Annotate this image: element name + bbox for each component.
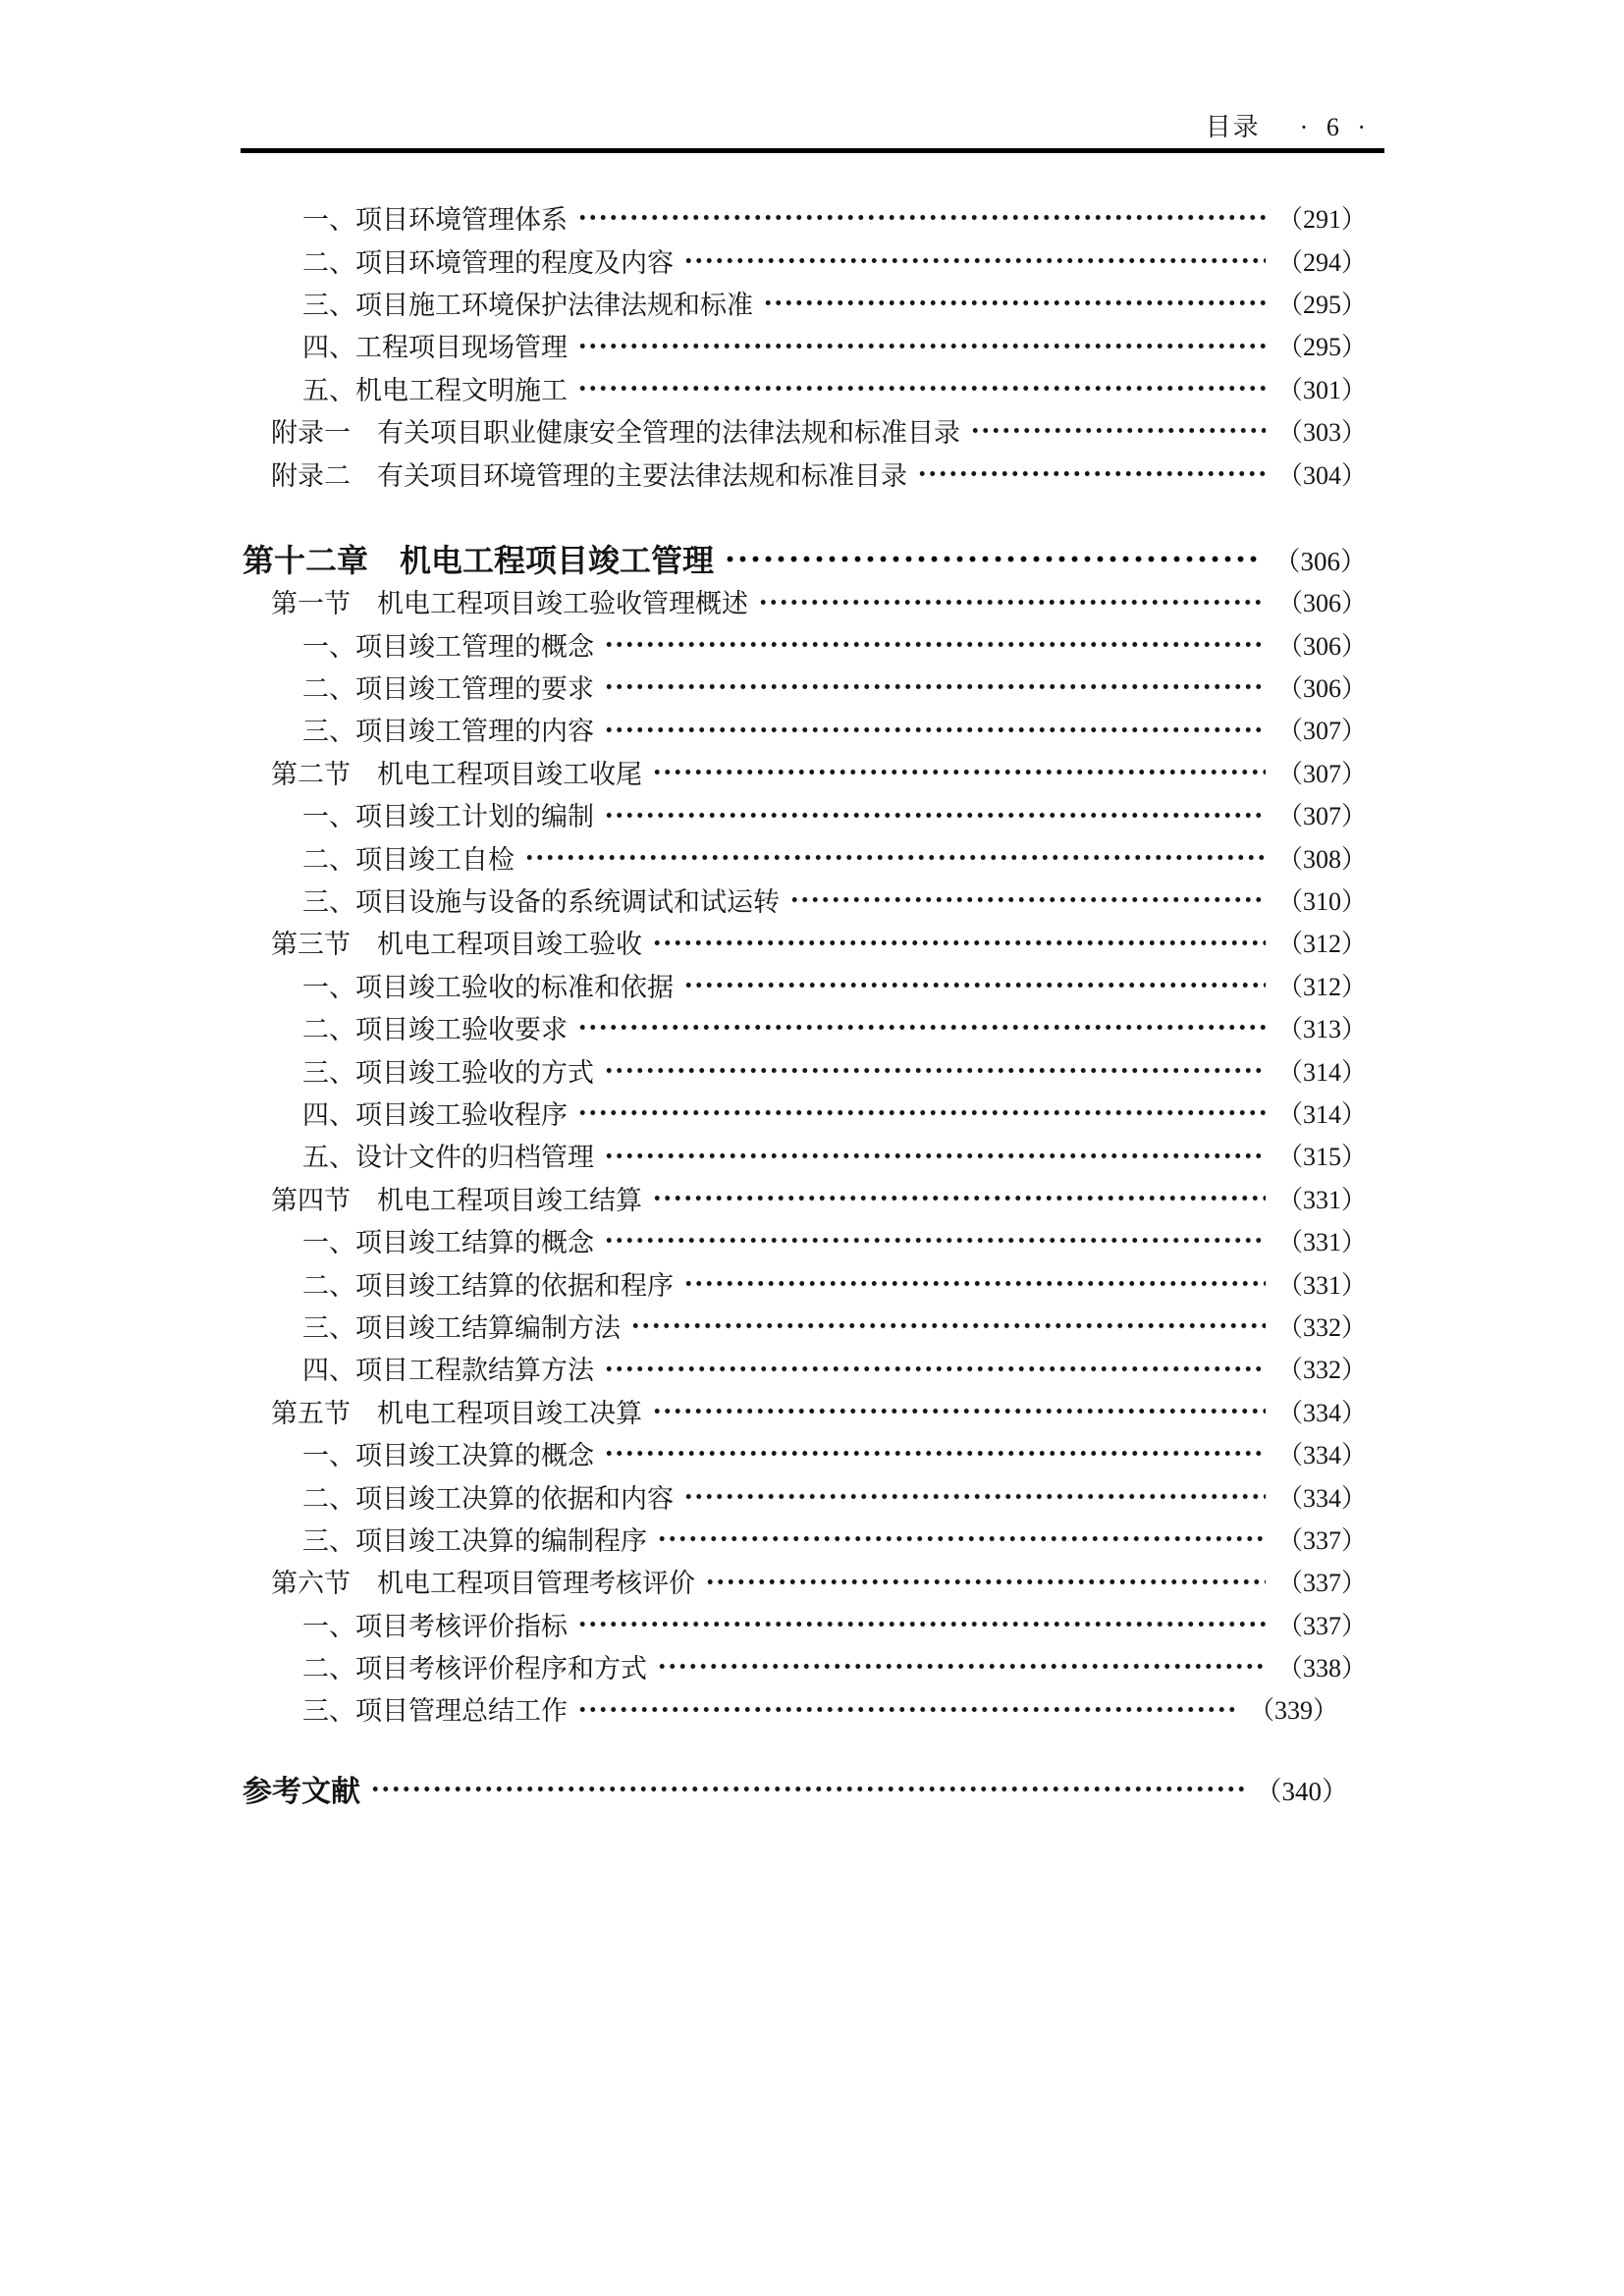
toc-entry — [241, 239, 1384, 281]
toc-entry-page: （337） — [1276, 1611, 1367, 1640]
toc-entry — [241, 1347, 1384, 1389]
toc-entry-label: 二、项目竣工管理的要求 — [302, 674, 594, 705]
toc-entry-page: （332） — [1276, 1356, 1367, 1385]
dot-leader — [577, 367, 1266, 409]
toc-entry-label: 一、项目考核评价指标 — [302, 1611, 568, 1641]
toc-entry — [241, 751, 1384, 793]
toc-entry — [241, 1560, 1384, 1602]
toc-entry-label: 二、项目竣工自检 — [302, 844, 514, 875]
running-header — [241, 114, 1372, 141]
toc-entry-page: （310） — [1276, 887, 1367, 917]
toc-entry-page: （331） — [1276, 1228, 1367, 1257]
dot-leader — [604, 1432, 1266, 1474]
toc-entry-label: 三、项目管理总结工作 — [302, 1696, 568, 1727]
toc-entry-label: 一、项目竣工验收的标准和依据 — [302, 972, 674, 1002]
toc-entry — [241, 580, 1384, 622]
toc-entry-label: 三、项目竣工结算编制方法 — [302, 1312, 621, 1343]
toc-entry — [241, 1305, 1384, 1347]
toc-entry-label: 四、项目工程款结算方法 — [302, 1356, 594, 1386]
toc-entry-label: 第五节 机电工程项目竣工决算 — [271, 1398, 642, 1428]
toc-entry-label: 三、项目施工环境保护法律法规和标准 — [302, 290, 753, 320]
toc-entry-page: （339） — [1248, 1696, 1338, 1726]
toc-entry — [241, 835, 1384, 878]
toc-entry-page: （291） — [1276, 205, 1367, 235]
dot-leader — [604, 1048, 1266, 1091]
toc-entry-page: （306） — [1276, 631, 1367, 661]
toc-entry — [241, 1432, 1384, 1474]
toc-entry-page: （306） — [1273, 546, 1367, 576]
toc-entry-page: （334） — [1276, 1483, 1367, 1513]
toc-entry-page: （307） — [1276, 802, 1367, 831]
dot-leader — [652, 1390, 1266, 1432]
toc-entry — [241, 282, 1384, 324]
toc-entry-page: （306） — [1276, 674, 1367, 704]
toc-entry-page: （334） — [1276, 1441, 1367, 1470]
toc-entry-label: 三、项目设施与设备的系统调试和试运转 — [302, 887, 780, 918]
toc-entry-page: （304） — [1276, 460, 1367, 490]
toc-entry-label: 三、项目竣工决算的编制程序 — [302, 1525, 647, 1556]
toc-entry-label: 附录一 有关项目职业健康安全管理的法律法规和标准目录 — [271, 418, 960, 449]
toc-entry-label: 第三节 机电工程项目竣工验收 — [271, 930, 642, 960]
dot-leader — [683, 1261, 1266, 1304]
toc-entry-label: 一、项目竣工计划的编制 — [302, 802, 594, 832]
dot-leader — [758, 580, 1266, 622]
toc-entry — [241, 1687, 1384, 1730]
toc-entry — [241, 1474, 1384, 1517]
toc-entry-page: （312） — [1276, 930, 1367, 959]
toc-entry-page: （331） — [1276, 1270, 1367, 1300]
toc-entry-page: （314） — [1276, 1100, 1367, 1129]
dot-leader — [917, 452, 1266, 494]
dot-leader — [604, 1347, 1266, 1389]
toc-entry-page: （295） — [1276, 333, 1367, 362]
toc-entry-label: 第四节 机电工程项目竣工结算 — [271, 1185, 642, 1215]
dot-leader — [524, 835, 1266, 878]
dot-leader — [370, 1768, 1244, 1810]
dot-leader — [683, 1474, 1266, 1517]
toc-entry — [241, 324, 1384, 366]
dot-leader — [604, 793, 1266, 835]
toc-entry-page: （295） — [1276, 290, 1367, 319]
toc-entry — [241, 1219, 1384, 1261]
toc-entry — [241, 1134, 1384, 1176]
dot-leader — [604, 1219, 1266, 1261]
toc-entry — [241, 1261, 1384, 1304]
toc-entry-label: 参考文献 — [243, 1776, 360, 1809]
toc-entry — [241, 1768, 1384, 1810]
toc-entry-label: 二、项目环境管理的程度及内容 — [302, 247, 674, 278]
toc-entry-label: 一、项目竣工管理的概念 — [302, 631, 594, 662]
running-header-folio: · 6 · — [1299, 113, 1372, 141]
dot-leader — [604, 623, 1266, 666]
toc-entry-label: 第一节 机电工程项目竣工验收管理概述 — [271, 589, 748, 619]
toc-entry — [241, 367, 1384, 409]
toc-entry-label: 第十二章 机电工程项目竣工管理 — [243, 543, 715, 579]
toc-entry — [241, 409, 1384, 452]
toc-entry-page: （332） — [1276, 1312, 1367, 1342]
toc-entry-page: （294） — [1276, 247, 1367, 277]
dot-leader — [705, 1560, 1266, 1602]
toc-entry — [241, 964, 1384, 1006]
toc-entry — [241, 1390, 1384, 1432]
dot-leader — [724, 538, 1262, 580]
dot-leader — [577, 1603, 1266, 1645]
dot-leader — [683, 239, 1266, 281]
toc-entry — [241, 452, 1384, 494]
toc-entry-label: 第二节 机电工程项目竣工收尾 — [271, 759, 642, 789]
dot-leader — [577, 1006, 1266, 1048]
toc-entry — [241, 666, 1384, 708]
toc-entry-label: 五、机电工程文明施工 — [302, 375, 568, 405]
toc-entry-label: 三、项目竣工验收的方式 — [302, 1057, 594, 1088]
toc-entry-label: 五、设计文件的归档管理 — [302, 1143, 594, 1173]
table-of-contents — [241, 196, 1384, 1810]
dot-leader — [577, 196, 1266, 239]
running-header-title: 目录 — [1205, 113, 1261, 141]
toc-entry — [241, 921, 1384, 963]
toc-entry-page: （331） — [1276, 1185, 1367, 1214]
toc-entry-label: 第六节 机电工程项目管理考核评价 — [271, 1569, 695, 1599]
toc-entry-label: 一、项目竣工决算的概念 — [302, 1441, 594, 1471]
dot-leader — [763, 282, 1266, 324]
toc-entry-page: （312） — [1276, 972, 1367, 1001]
dot-leader — [789, 879, 1266, 921]
dot-leader — [657, 1518, 1266, 1560]
toc-entry-label: 附录二 有关项目环境管理的主要法律法规和标准目录 — [271, 460, 907, 491]
toc-entry — [241, 196, 1384, 239]
toc-entry-label: 二、项目考核评价程序和方式 — [302, 1654, 647, 1684]
header-rule — [241, 148, 1384, 153]
toc-entry-page: （334） — [1276, 1398, 1367, 1427]
toc-entry-label: 一、项目竣工结算的概念 — [302, 1228, 594, 1258]
toc-entry-label: 二、项目竣工验收要求 — [302, 1015, 568, 1045]
toc-entry — [241, 708, 1384, 750]
toc-entry-page: （303） — [1276, 418, 1367, 448]
toc-entry-page: （340） — [1255, 1776, 1348, 1806]
toc-entry-label: 二、项目竣工结算的依据和程序 — [302, 1270, 674, 1301]
dot-leader — [577, 1687, 1237, 1730]
toc-entry-label: 二、项目竣工决算的依据和内容 — [302, 1483, 674, 1514]
dot-leader — [652, 751, 1266, 793]
dot-leader — [683, 964, 1266, 1006]
toc-entry-page: （301） — [1276, 375, 1367, 404]
toc-entry-page: （315） — [1276, 1143, 1367, 1172]
toc-entry-page: （307） — [1276, 759, 1367, 788]
toc-entry-label: 四、项目竣工验收程序 — [302, 1100, 568, 1130]
dot-leader — [970, 409, 1266, 452]
toc-entry-label: 一、项目环境管理体系 — [302, 205, 568, 236]
toc-entry — [241, 793, 1384, 835]
dot-leader — [652, 1177, 1266, 1219]
dot-leader — [652, 921, 1266, 963]
toc-entry-page: （307） — [1276, 717, 1367, 746]
toc-entry-page: （338） — [1276, 1654, 1367, 1683]
toc-entry-page: （337） — [1276, 1569, 1367, 1598]
toc-entry — [241, 1092, 1384, 1134]
dot-leader — [577, 1092, 1266, 1134]
toc-entry — [241, 623, 1384, 666]
toc-entry-label: 四、工程项目现场管理 — [302, 333, 568, 363]
toc-entry — [241, 538, 1384, 580]
toc-entry-page: （337） — [1276, 1525, 1367, 1555]
toc-entry — [241, 1006, 1384, 1048]
dot-leader — [657, 1645, 1266, 1687]
toc-entry-page: （313） — [1276, 1015, 1367, 1044]
toc-entry — [241, 1603, 1384, 1645]
toc-entry — [241, 879, 1384, 921]
dot-leader — [604, 708, 1266, 750]
toc-entry-page: （308） — [1276, 844, 1367, 874]
toc-entry-label: 三、项目竣工管理的内容 — [302, 717, 594, 747]
dot-leader — [630, 1305, 1266, 1347]
toc-entry-page: （314） — [1276, 1057, 1367, 1087]
toc-entry — [241, 1645, 1384, 1687]
toc-entry — [241, 1048, 1384, 1091]
toc-entry — [241, 1177, 1384, 1219]
toc-entry — [241, 1518, 1384, 1560]
dot-leader — [577, 324, 1266, 366]
dot-leader — [604, 1134, 1266, 1176]
dot-leader — [604, 666, 1266, 708]
toc-entry-page: （306） — [1276, 589, 1367, 618]
